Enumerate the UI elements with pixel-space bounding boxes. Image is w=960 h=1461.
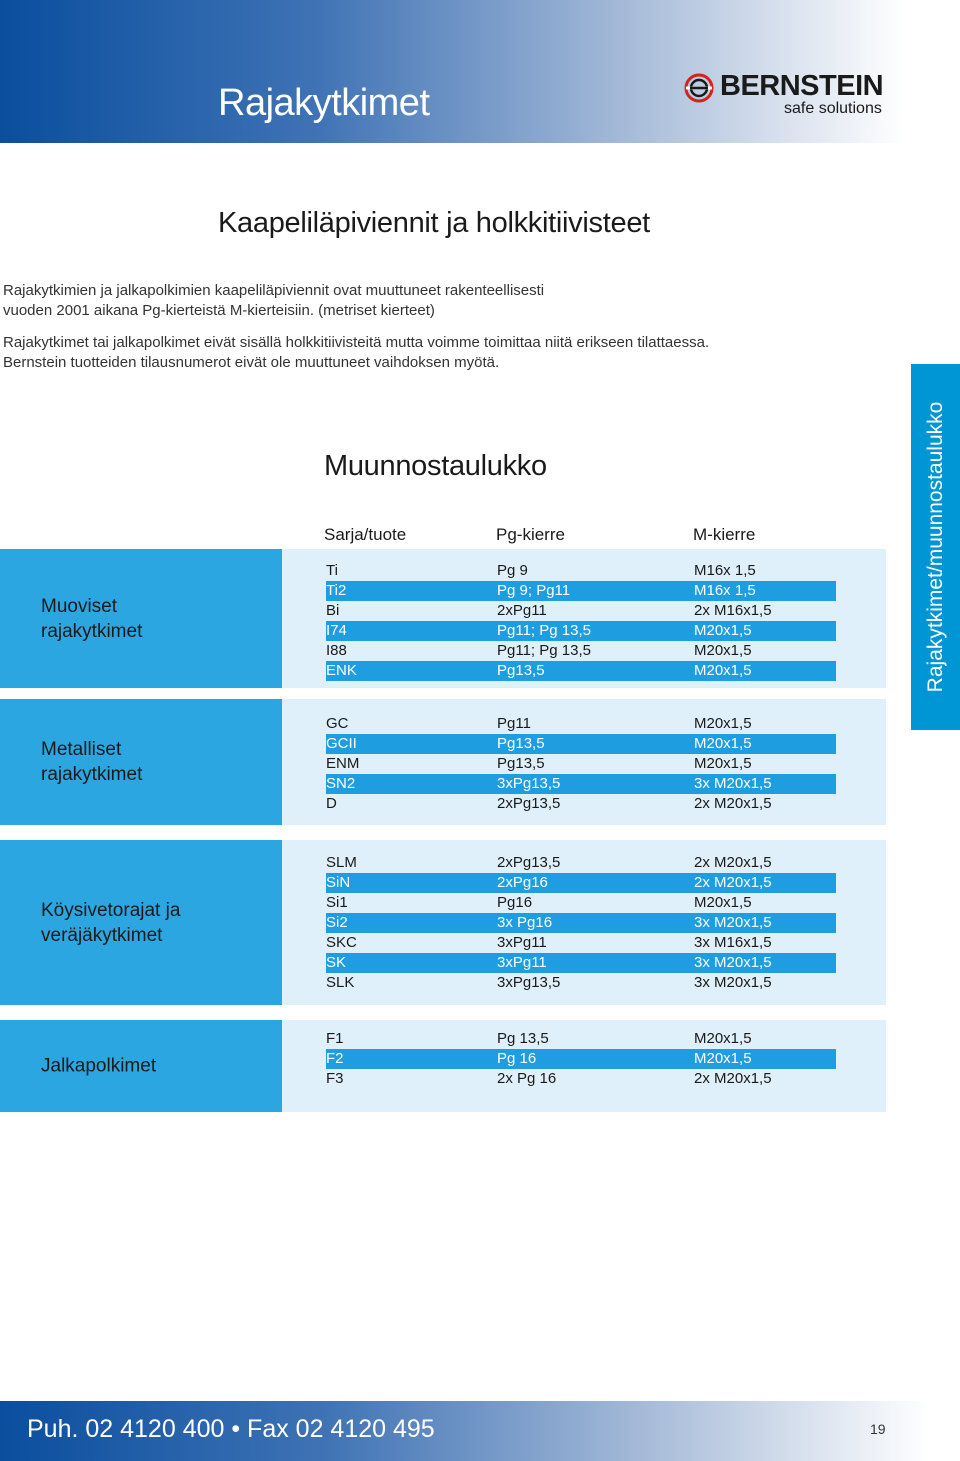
cell-series: SKC bbox=[326, 934, 357, 951]
cell-series: GCII bbox=[326, 735, 357, 752]
group-koysivetorajat bbox=[0, 840, 886, 1005]
cell-series: SN2 bbox=[326, 775, 356, 792]
cell-pg: Pg 9; Pg11 bbox=[497, 582, 571, 599]
page-number: 19 bbox=[870, 1421, 886, 1437]
intro-line: Rajakytkimet tai jalkapolkimet eivät sisällä holkkitiivisteitä mutta voimme toimittaa niitä erikseen tilattaessa. bbox=[3, 334, 710, 351]
cell-series: Bi bbox=[326, 602, 340, 619]
cell-pg: Pg11 bbox=[497, 715, 531, 732]
side-tab-label: Rajakytkimet/muunnostaulukko bbox=[923, 401, 947, 693]
cell-pg: 3x Pg16 bbox=[497, 914, 553, 931]
cell-series: ENK bbox=[326, 662, 357, 679]
table-row bbox=[326, 561, 836, 581]
cell-pg: 2xPg16 bbox=[497, 874, 548, 891]
table-row bbox=[326, 1029, 836, 1049]
cell-pg: Pg11; Pg 13,5 bbox=[497, 622, 591, 639]
cell-m: 3x M20x1,5 bbox=[694, 954, 772, 971]
bernstein-logo-icon bbox=[684, 73, 714, 103]
table-row bbox=[326, 973, 836, 993]
cell-m: M20x1,5 bbox=[694, 642, 752, 659]
group-label bbox=[0, 549, 282, 688]
table-row bbox=[326, 661, 836, 681]
table-row bbox=[326, 1069, 836, 1089]
table-row bbox=[326, 873, 836, 893]
cell-m: 3x M20x1,5 bbox=[694, 974, 772, 991]
cell-series: SiN bbox=[326, 874, 351, 891]
cell-series: D bbox=[326, 795, 337, 812]
cell-m: M20x1,5 bbox=[694, 894, 752, 911]
cell-series: SLM bbox=[326, 854, 357, 871]
table-title: Muunnostaulukko bbox=[324, 450, 547, 482]
group-label bbox=[0, 1020, 282, 1112]
intro-line: vuoden 2001 aikana Pg-kierteistä M-kierteisiin. (metriset kierteet) bbox=[3, 302, 435, 319]
table-row bbox=[326, 714, 836, 734]
cell-m: M20x1,5 bbox=[694, 735, 752, 752]
cell-pg: Pg13,5 bbox=[497, 755, 545, 772]
cell-pg: Pg 13,5 bbox=[497, 1030, 549, 1047]
cell-series: SLK bbox=[326, 974, 355, 991]
table-row bbox=[326, 853, 836, 873]
table-row bbox=[326, 734, 836, 754]
column-header-pg: Pg-kierre bbox=[496, 525, 565, 544]
cell-m: M20x1,5 bbox=[694, 1050, 752, 1067]
table-row bbox=[326, 774, 836, 794]
cell-pg: Pg 9 bbox=[497, 562, 528, 579]
cell-pg: Pg11; Pg 13,5 bbox=[497, 642, 591, 659]
cell-pg: 2x Pg 16 bbox=[497, 1070, 557, 1087]
group-label bbox=[0, 840, 282, 1005]
table-row bbox=[326, 913, 836, 933]
group-rows bbox=[326, 1029, 836, 1089]
cell-m: M20x1,5 bbox=[694, 622, 752, 639]
intro-text bbox=[3, 281, 883, 373]
logo-tagline: safe solutions bbox=[784, 100, 882, 117]
page-title: Rajakytkimet bbox=[218, 82, 430, 124]
cell-pg: 3xPg13,5 bbox=[497, 974, 561, 991]
table-row bbox=[326, 1049, 836, 1069]
group-muoviset bbox=[0, 549, 886, 688]
cell-pg: 2xPg11 bbox=[497, 602, 547, 619]
cell-series: F3 bbox=[326, 1070, 344, 1087]
cell-series: SK bbox=[326, 954, 347, 971]
cell-series: Si1 bbox=[326, 894, 348, 911]
cell-series: ENM bbox=[326, 755, 360, 772]
cell-m: M20x1,5 bbox=[694, 715, 752, 732]
group-label-line: rajakytkimet bbox=[41, 620, 143, 642]
cell-m: 2x M20x1,5 bbox=[694, 854, 772, 871]
group-label bbox=[0, 699, 282, 825]
cell-pg: Pg 16 bbox=[497, 1050, 537, 1067]
section-heading: Kaapeliläpiviennit ja holkkitiivisteet bbox=[218, 207, 650, 239]
table-row bbox=[326, 754, 836, 774]
cell-series: I74 bbox=[326, 622, 347, 639]
group-label-line: veräjäkytkimet bbox=[41, 924, 163, 946]
group-label-line: Metalliset bbox=[41, 739, 122, 760]
group-rows bbox=[326, 714, 836, 814]
cell-pg: Pg13,5 bbox=[497, 735, 545, 752]
group-label-line: Köysivetorajat ja bbox=[41, 899, 181, 921]
group-rows bbox=[326, 561, 836, 681]
cell-pg: Pg16 bbox=[497, 894, 533, 911]
cell-m: 3x M16x1,5 bbox=[694, 934, 772, 951]
cell-m: 3x M20x1,5 bbox=[694, 914, 772, 931]
cell-pg: 3xPg13,5 bbox=[497, 775, 561, 792]
cell-series: Ti bbox=[326, 562, 338, 579]
cell-pg: 3xPg11 bbox=[497, 934, 547, 951]
cell-m: M20x1,5 bbox=[694, 662, 752, 679]
group-jalkapolkimet bbox=[0, 1020, 886, 1112]
cell-m: M16x 1,5 bbox=[694, 562, 756, 579]
cell-pg: 2xPg13,5 bbox=[497, 854, 561, 871]
cell-m: M20x1,5 bbox=[694, 1030, 752, 1047]
group-label-line: rajakytkimet bbox=[41, 764, 143, 785]
cell-m: 2x M20x1,5 bbox=[694, 1070, 772, 1087]
cell-pg: 3xPg11 bbox=[497, 954, 547, 971]
cell-pg: Pg13,5 bbox=[497, 662, 545, 679]
table-row bbox=[326, 601, 836, 621]
group-label-text bbox=[41, 1054, 271, 1079]
cell-m: 3x M20x1,5 bbox=[694, 775, 772, 792]
logo-name: BERNSTEIN bbox=[720, 70, 884, 102]
group-label-text bbox=[41, 898, 271, 948]
group-rows bbox=[326, 853, 836, 993]
table-row bbox=[326, 933, 836, 953]
cell-pg: 2xPg13,5 bbox=[497, 795, 561, 812]
group-label-line: Jalkapolkimet bbox=[41, 1055, 157, 1077]
bernstein-logo bbox=[684, 70, 894, 120]
table-row bbox=[326, 581, 836, 601]
side-tab bbox=[911, 364, 960, 730]
cell-m: 2x M20x1,5 bbox=[694, 874, 772, 891]
cell-m: 2x M16x1,5 bbox=[694, 602, 772, 619]
group-metalliset bbox=[0, 699, 886, 825]
group-label-text bbox=[41, 737, 271, 787]
intro-line: Bernstein tuotteiden tilausnumerot eivät ole muuttuneet vaihdoksen myötä. bbox=[3, 354, 500, 371]
footer-contact: Puh. 02 4120 400 • Fax 02 4120 495 bbox=[27, 1415, 435, 1443]
column-header-series: Sarja/tuote bbox=[324, 525, 407, 544]
cell-m: M20x1,5 bbox=[694, 755, 752, 772]
cell-series: Ti2 bbox=[326, 582, 347, 599]
cell-series: I88 bbox=[326, 642, 347, 659]
cell-series: F2 bbox=[326, 1050, 344, 1067]
cell-series: GC bbox=[326, 715, 349, 732]
table-row bbox=[326, 794, 836, 814]
intro-line: Rajakytkimien ja jalkapolkimien kaapeliläpiviennit ovat muuttuneet rakenteellisesti bbox=[3, 282, 545, 299]
table-row bbox=[326, 621, 836, 641]
cell-series: F1 bbox=[326, 1030, 344, 1047]
table-row bbox=[326, 893, 836, 913]
cell-series: Si2 bbox=[326, 914, 348, 931]
group-label-text bbox=[41, 594, 271, 644]
table-row bbox=[326, 953, 836, 973]
column-header-m: M-kierre bbox=[693, 525, 756, 544]
group-label-line: Muoviset bbox=[41, 595, 118, 617]
table-row bbox=[326, 641, 836, 661]
cell-m: M16x 1,5 bbox=[694, 582, 756, 599]
cell-m: 2x M20x1,5 bbox=[694, 795, 772, 812]
